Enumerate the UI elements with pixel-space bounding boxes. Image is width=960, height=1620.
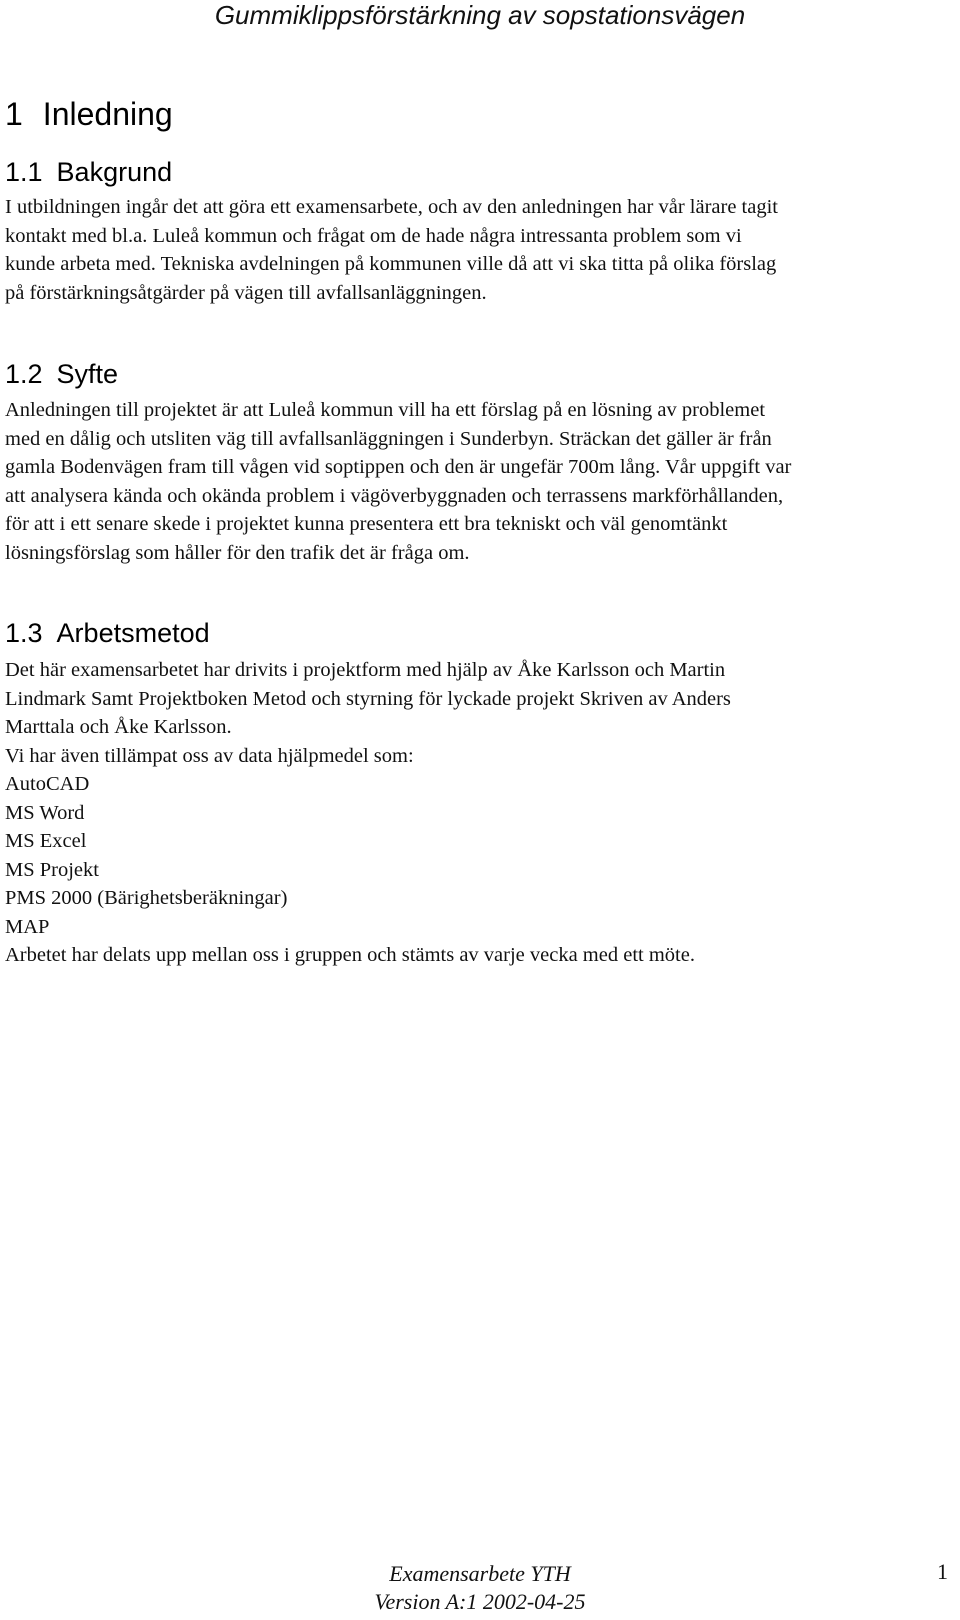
paragraph-bakgrund: [5, 193, 950, 307]
section-title: Syfte: [56, 359, 119, 389]
text-line: kunde arbeta med. Tekniska avdelningen på kommunen ville då att vi ska titta på olika förslag: [5, 253, 777, 275]
text-line: Det här examensarbetet har drivits i projektform med hjälp av Åke Karlsson och Martin: [5, 659, 726, 681]
section-heading-syfte: [5, 358, 118, 390]
text-line: I utbildningen ingår det att göra ett examensarbete, och av den anledningen har vår lärare tagit: [5, 196, 778, 218]
footer-label: Examensarbete YTH: [389, 1561, 571, 1586]
paragraph-syfte: [5, 396, 950, 567]
text-line: Lindmark Samt Projektboken Metod och styrning för lyckade projekt Skriven av Anders: [5, 687, 731, 710]
text-line: gamla Bodenvägen fram till vågen vid soptippen och den är ungefär 700m lång. Vår uppgift var: [5, 456, 792, 478]
chapter-number: 1: [5, 96, 23, 132]
text-line: Anledningen till projektet är att Luleå kommun vill ha ett förslag på en lösning av problemet: [5, 399, 766, 421]
section-title: Arbetsmetod: [56, 618, 210, 648]
chapter-title: Inledning: [42, 96, 173, 132]
section-heading-bakgrund: [5, 156, 172, 188]
list-item: MS Word: [5, 801, 85, 824]
text-line: kontakt med bl.a. Luleå kommun och frågat om de hade några intressanta problem som vi: [5, 224, 742, 247]
text-line: att analysera kända och okända problem i vägöverbyggnaden och terrassens markförhållanden,: [5, 484, 784, 507]
chapter-heading: [5, 95, 173, 133]
section-number: 1.3: [5, 618, 43, 648]
text-line: lösningsförslag som håller för den trafik det är fråga om.: [5, 541, 470, 564]
list-item: AutoCAD: [5, 773, 90, 795]
text-line: på förstärkningsåtgärder på vägen till avfallsanläggningen.: [5, 281, 487, 304]
text-line: Vi har även tillämpat oss av data hjälpmedel som:: [5, 744, 414, 767]
header-title: Gummiklippsförstärkning av sopstationsvägen: [214, 0, 746, 30]
footer-line-1: [0, 1560, 960, 1588]
section-heading-arbetsmetod: [5, 617, 210, 649]
list-item: MAP: [5, 915, 50, 938]
list-item: MS Projekt: [5, 858, 99, 881]
section-number: 1.2: [5, 359, 43, 389]
section-number: 1.1: [5, 157, 43, 187]
footer-version: Version A:1 2002-04-25: [374, 1589, 586, 1614]
text-line: Arbetet har delats upp mellan oss i gruppen och stämts av varje vecka med ett möte.: [5, 944, 695, 966]
paragraph-arbetsmetod: [5, 656, 950, 970]
text-line: med en dålig och utsliten väg till avfallsanläggningen i Sunderbyn. Sträckan det gäller är från: [5, 427, 772, 450]
text-line: för att i ett senare skede i projektet kunna presentera ett bra tekniskt och väl genomtänkt: [5, 513, 728, 535]
page-number: 1: [937, 1559, 948, 1584]
footer-line-2: [0, 1588, 960, 1616]
section-title: Bakgrund: [56, 157, 173, 187]
page-header: [0, 0, 960, 30]
text-line: Marttala och Åke Karlsson.: [5, 716, 232, 738]
list-item: PMS 2000 (Bärighetsberäkningar): [5, 887, 288, 909]
list-item: MS Excel: [5, 830, 87, 852]
